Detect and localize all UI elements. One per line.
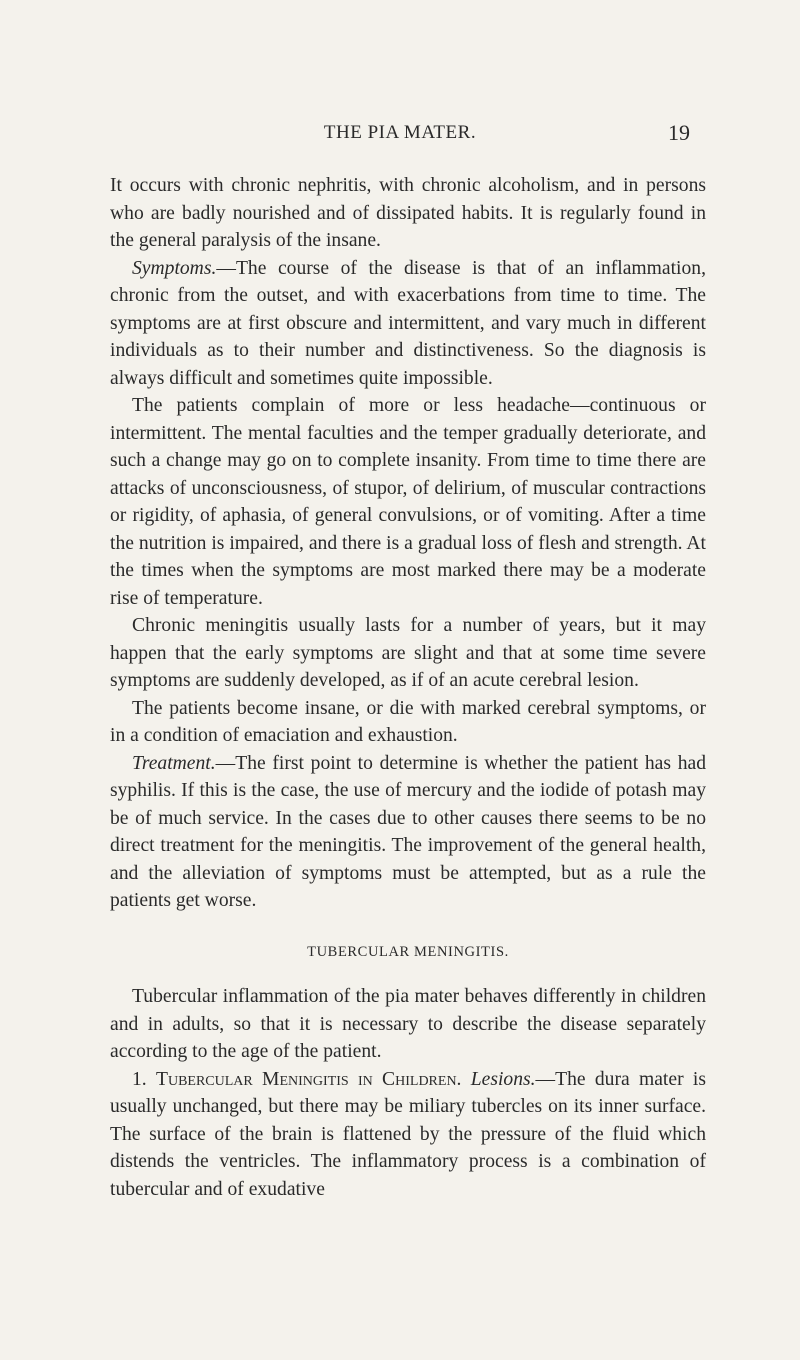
paragraph-text: Chronic meningitis usually lasts for a number of years, but it may happen that the early symptoms are slight and that at some time severe symptoms are suddenly developed, as if of an acute cerebral lesion. — [110, 615, 706, 691]
paragraph-text: —The course of the disease is that of an inflammation, chronic from the outset, and with exacerbations from time to time. The symptoms are at first obscure and intermittent, and vary much in different individuals as to their number and distinctiveness. So the diagnosis is always difficult and sometimes quite impossible. — [110, 257, 706, 389]
paragraph-lead: Lesions. — [470, 1068, 536, 1090]
paragraph-children — [110, 1066, 706, 1204]
paragraph-text: The patients become insane, or die with marked cerebral symptoms, or in a condition of emaciation and exhaustion. — [110, 697, 706, 746]
page-header — [0, 122, 800, 152]
paragraph — [110, 392, 706, 612]
paragraph — [110, 695, 706, 750]
paragraph — [110, 612, 706, 695]
paragraph-lead: Symptoms. — [132, 257, 217, 279]
running-head: THE PIA MATER. — [323, 122, 477, 143]
paragraph-symptoms — [110, 255, 706, 393]
paragraph-text: —The dura mater is usually unchanged, but there may be miliary tubercles on its inner surface. The surface of the brain is flattened by the pressure of the fluid which distends the ventricles. The inflammatory process is a combination of tubercular and of exudative — [110, 1068, 706, 1200]
item-number: 1. — [132, 1068, 147, 1090]
paragraph-text: Tubercular inflammation of the pia mater behaves differently in children and in adults, so that it is necessary to describe the disease separately according to the age of the patient. — [110, 986, 706, 1062]
subsection-title: Tubercular Meningitis in Children. — [156, 1068, 462, 1090]
paragraph-text: The patients complain of more or less headache—continuous or intermittent. The mental faculties and the temper gradually deteriorate, and such a change may go on to complete insanity. From time to time there are attacks of unconsciousness, of stupor, of delirium, of muscular contractions or rigidity, of aphasia, of general convulsions, or of vomiting. After a time the nutrition is impaired, and there is a gradual loss of flesh and strength. At the times when the symptoms are most marked there may be a moderate rise of temperature. — [110, 395, 706, 609]
paragraph — [110, 983, 706, 1066]
body-text — [110, 172, 706, 1203]
paragraph-text: It occurs with chronic nephritis, with chronic alcoholism, and in persons who are badly nourished and of dissipated habits. It is regularly found in the general paralysis of the insane. — [110, 175, 706, 251]
paragraph-treatment — [110, 750, 706, 915]
paragraph — [110, 172, 706, 255]
page-number: 19 — [668, 120, 690, 145]
section-heading: TUBERCULAR MENINGITIS. — [307, 943, 509, 960]
paragraph-lead: Treatment. — [132, 752, 216, 774]
paragraph-text: —The first point to determine is whether the patient has had syphilis. If this is the case, the use of mercury and the iodide of potash may be of much service. In the cases due to other causes there seems to be no direct treatment for the meningitis. The improvement of the general health, and the alleviation of symptoms must be attempted, but as a rule the patients get worse. — [110, 752, 706, 911]
